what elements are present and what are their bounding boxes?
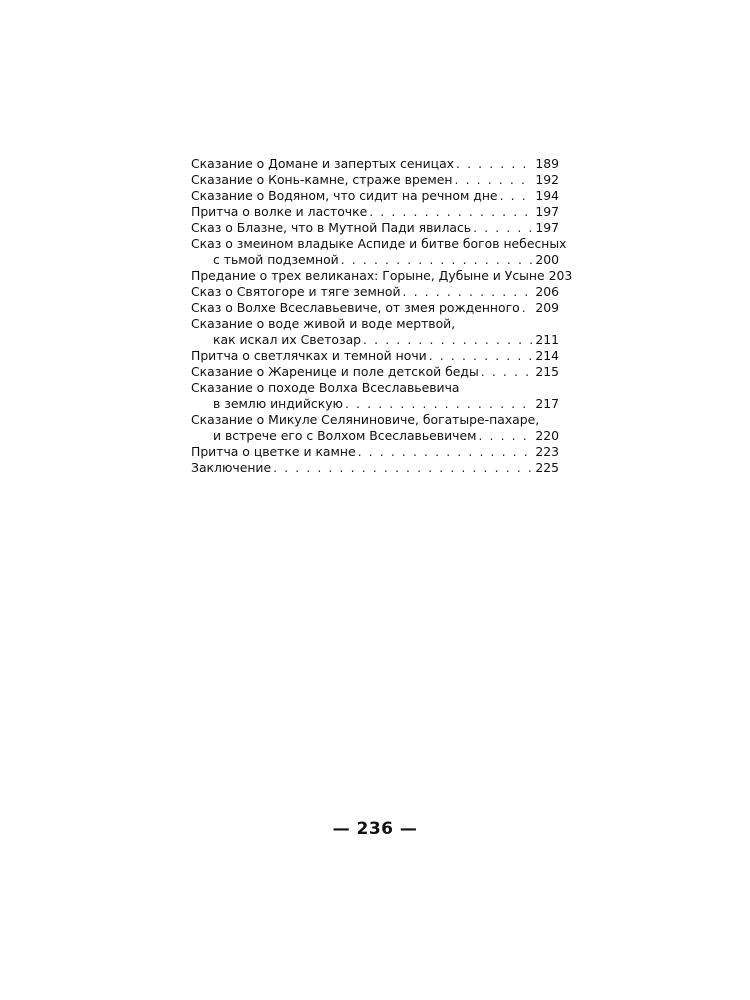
toc-line [191,364,559,380]
toc-entry-page: 203 [548,268,573,283]
dot-leader [341,252,534,268]
toc-entry-title: Сказание о воде живой и воде мертвой, [191,316,456,331]
toc-entry [191,156,559,172]
dot-leader [273,460,533,476]
dot-leader [363,332,533,348]
toc-entry [191,412,559,444]
toc-line [191,220,559,236]
toc-entry-title: Сказ о змеином владыке Аспиде и битве богов небесных [191,236,567,251]
toc-entry-title: Сказ о Волхе Всеславьевиче, от змея рожденного [191,300,520,315]
toc-entry-title: Сказание о Жаренице и поле детской беды [191,364,479,379]
toc-entry-title: Притча о светлячках и темной ночи [191,348,427,363]
dot-leader [403,284,534,300]
toc-line [191,172,559,188]
toc-entry-title: Сказание о Водяном, что сидит на речном дне [191,188,498,203]
toc-entry-title: Сказание о Микуле Селяниновиче, богатыре-пахаре, [191,412,540,427]
toc-entry-page: 223 [535,444,559,459]
toc-entry-page: 206 [535,284,559,299]
dot-leader [358,444,534,460]
toc-line [191,444,559,460]
toc-entry [191,188,559,204]
toc-line [191,380,559,396]
dot-leader [345,396,533,412]
table-of-contents [191,156,573,476]
toc-entry-page: 200 [535,252,559,267]
dot-leader [473,220,533,236]
dot-leader [369,204,533,220]
toc-entry [191,268,573,284]
toc-entry-page: 214 [535,348,559,363]
toc-entry-title-continued: как искал их Светозар [213,332,362,347]
toc-entry-title: Сказание о Домане и запертых сеницах [191,156,454,171]
toc-entry [191,348,559,364]
toc-line [191,412,559,428]
toc-entry [191,236,567,268]
dot-leader [500,188,534,204]
toc-entry-page: 189 [535,156,559,171]
toc-entry [191,460,559,476]
dot-leader [456,156,533,172]
toc-line [191,348,559,364]
toc-line [191,428,559,444]
dot-leader [481,364,534,380]
toc-entry-title-continued: и встрече его с Волхом Всеславьевичем [213,428,477,443]
dot-leader [429,348,534,364]
toc-entry [191,444,559,460]
toc-line [191,156,559,172]
toc-entry-title: Предание о трех великанах: Горыне, Дубыне и Усыне [191,268,545,283]
toc-entry-page: 220 [535,428,559,443]
toc-entry-title: Сказ о Святогоре и тяге земной [191,284,401,299]
toc-line [191,332,559,348]
toc-entry [191,364,559,380]
toc-entry [191,300,559,316]
toc-entry-title: Притча о волке и ласточке [191,204,368,219]
toc-entry [191,220,559,236]
toc-entry [191,204,559,220]
toc-entry-page: 209 [535,300,559,315]
toc-entry-title-continued: с тьмой подземной [213,252,339,267]
toc-line [191,268,573,284]
toc-line [191,460,559,476]
toc-entry-page: 217 [535,396,559,411]
toc-entry [191,380,559,412]
toc-entry-title: Сказание о Конь-камне, страже времен [191,172,453,187]
toc-entry-title: Сказание о походе Волха Всеславьевича [191,380,460,395]
toc-line [191,188,559,204]
toc-line [191,284,559,300]
toc-entry-page: 225 [535,460,559,475]
toc-line [191,316,559,332]
toc-entry [191,172,559,188]
toc-entry-page: 215 [535,364,559,379]
page-number: — 236 — [332,819,418,839]
toc-line [191,204,559,220]
toc-entry [191,316,559,348]
toc-line [191,300,559,316]
toc-line [191,236,567,252]
toc-line [191,396,559,412]
toc-entry-page: 211 [535,332,559,347]
dot-leader [522,300,534,316]
toc-entry-title: Сказ о Блазне, что в Мутной Пади явилась [191,220,472,235]
toc-entry-page: 194 [535,188,559,203]
toc-entry-title: Притча о цветке и камне [191,444,356,459]
toc-entry-title: Заключение [191,460,272,475]
toc-entry [191,284,559,300]
toc-entry-title-continued: в землю индийскую [213,396,343,411]
toc-line [191,252,559,268]
toc-entry-page: 197 [535,220,559,235]
toc-entry-page: 192 [535,172,559,187]
toc-entry-page: 197 [535,204,559,219]
dot-leader [455,172,534,188]
dot-leader [478,428,533,444]
